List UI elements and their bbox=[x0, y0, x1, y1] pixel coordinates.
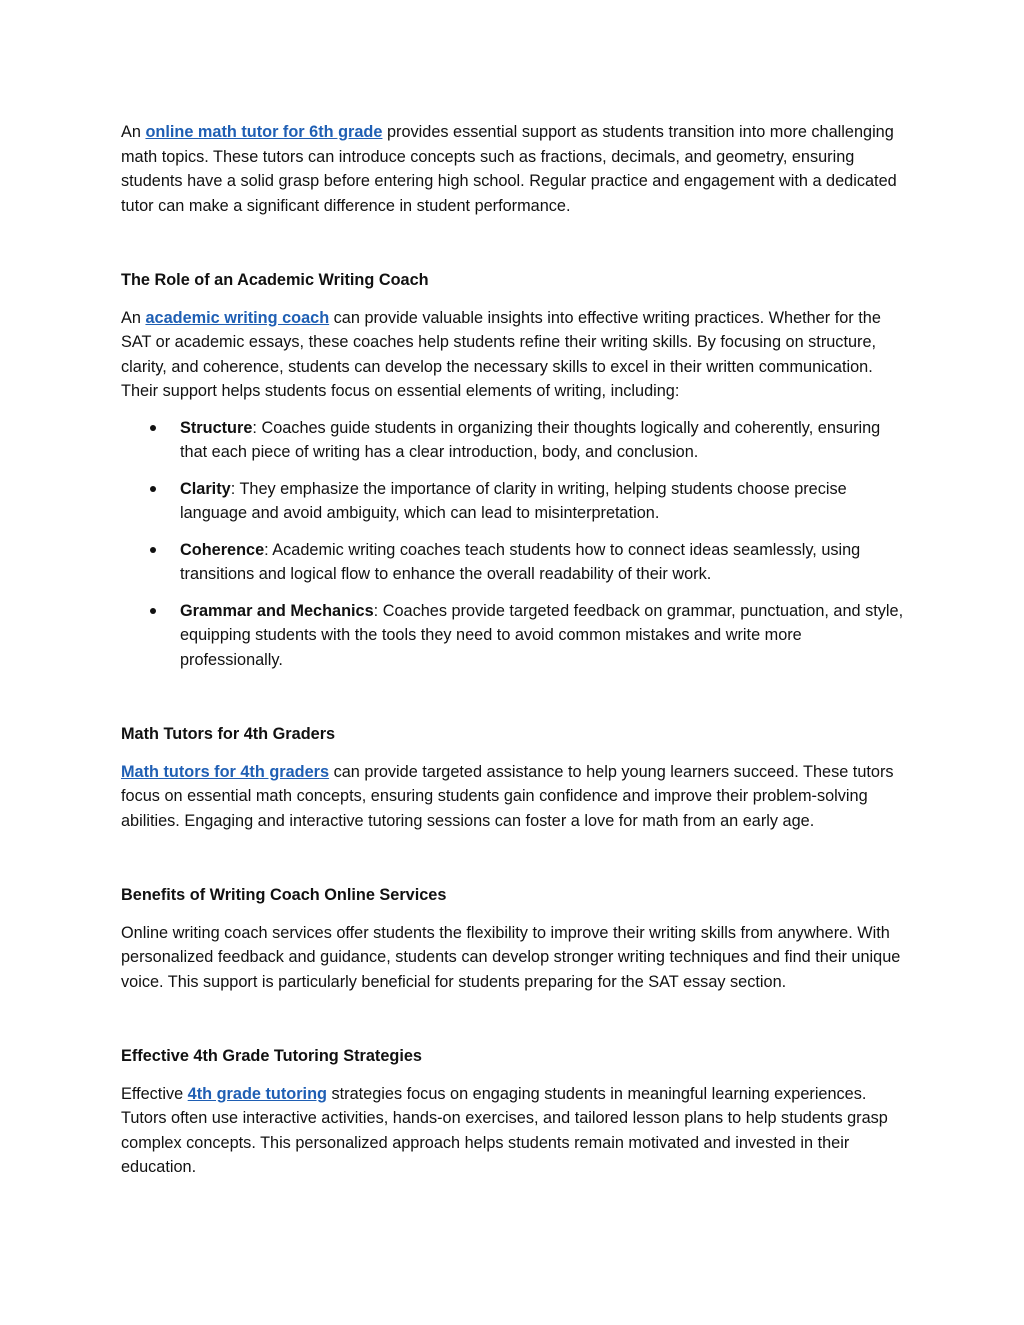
list-item-text: : Academic writing coaches teach students how to connect ideas seamlessly, using transitions and logical flow to enhance the overall readability of their work. bbox=[180, 540, 861, 583]
document-page bbox=[121, 120, 906, 1230]
paragraph-text: can provide targeted assistance to help young learners succeed. These tutors focus on essential math concepts, ensuring students gain confidence and improve their problem-solving abilities. Engaging and interactive tutoring sessions can foster a love for math from an early age. bbox=[121, 762, 894, 830]
section-heading-math-tutors-4th-graders: Math Tutors for 4th Graders bbox=[121, 725, 336, 743]
intro-text: provides essential support as students transition into more challenging math topics. These tutors can introduce concepts such as fractions, decimals, and geometry, ensuring students have a solid grasp before entering high school. Regular practice and engagement with a dedicated tutor can make a significant difference in student performance. bbox=[121, 123, 897, 215]
academic-writing-coach-paragraph bbox=[121, 306, 906, 404]
paragraph-prefix: Effective bbox=[121, 1084, 188, 1103]
list-item-text: : Coaches guide students in organizing their thoughts logically and coherently, ensuring that each piece of writing has a clear introduction, body, and conclusion. bbox=[180, 418, 881, 461]
list-item-structure bbox=[121, 416, 906, 465]
list-item-text: : Coaches provide targeted feedback on grammar, punctuation, and style, equipping students with the tools they need to avoid common mistakes and write more professionally. bbox=[180, 601, 904, 669]
writing-elements-list bbox=[121, 416, 906, 673]
section-heading-academic-writing-coach: The Role of an Academic Writing Coach bbox=[121, 271, 429, 289]
list-item-clarity bbox=[121, 477, 906, 526]
4th-grade-tutoring-strategies-paragraph bbox=[121, 1082, 906, 1180]
bullet-icon bbox=[150, 608, 156, 614]
list-item-term: Structure bbox=[180, 418, 253, 437]
paragraph-text: strategies focus on engaging students in meaningful learning experiences. Tutors often use interactive activities, hands-on exercises, and tailored lesson plans to help students grasp complex concepts. This personalized approach helps students remain motivated and invested in their education. bbox=[121, 1084, 888, 1176]
paragraph-text: can provide valuable insights into effective writing practices. Whether for the SAT or academic essays, these coaches help students refine their writing skills. By focusing on structure, clarity, and coherence, students can develop the necessary skills to excel in their written communication. Their support helps students focus on essential elements of writing, including: bbox=[121, 308, 881, 400]
math-tutors-4th-graders-paragraph bbox=[121, 760, 906, 834]
list-item-text: : They emphasize the importance of clarity in writing, helping students choose precise language and avoid ambiguity, which can lead to misinterpretation. bbox=[180, 479, 847, 522]
section-heading-writing-coach-online-services: Benefits of Writing Coach Online Services bbox=[121, 886, 447, 904]
intro-prefix: An bbox=[121, 123, 146, 141]
list-item-term: Coherence bbox=[180, 540, 265, 559]
list-item-coherence bbox=[121, 538, 906, 587]
bullet-icon bbox=[150, 425, 156, 431]
academic-writing-coach-link[interactable]: academic writing coach bbox=[145, 308, 330, 327]
bullet-icon bbox=[150, 486, 156, 492]
list-item-term: Clarity bbox=[180, 479, 231, 498]
bullet-icon bbox=[150, 547, 156, 553]
4th-grade-tutoring-link[interactable]: 4th grade tutoring bbox=[187, 1084, 327, 1103]
math-tutors-4th-graders-link[interactable]: Math tutors for 4th graders bbox=[121, 762, 330, 781]
section-heading-4th-grade-tutoring-strategies: Effective 4th Grade Tutoring Strategies bbox=[121, 1047, 422, 1065]
paragraph-prefix: An bbox=[121, 308, 146, 327]
online-math-tutor-6th-grade-link[interactable]: online math tutor for 6th grade bbox=[145, 123, 383, 141]
intro-paragraph bbox=[121, 120, 906, 218]
list-item-term: Grammar and Mechanics bbox=[180, 601, 374, 620]
list-item-grammar-and-mechanics bbox=[121, 599, 906, 673]
writing-coach-online-services-paragraph: Online writing coach services offer students the flexibility to improve their writing skills from anywhere. With personalized feedback and guidance, students can develop stronger writing techniques and find their unique voice. This support is particularly beneficial for students preparing for the SAT essay section. bbox=[121, 923, 901, 991]
